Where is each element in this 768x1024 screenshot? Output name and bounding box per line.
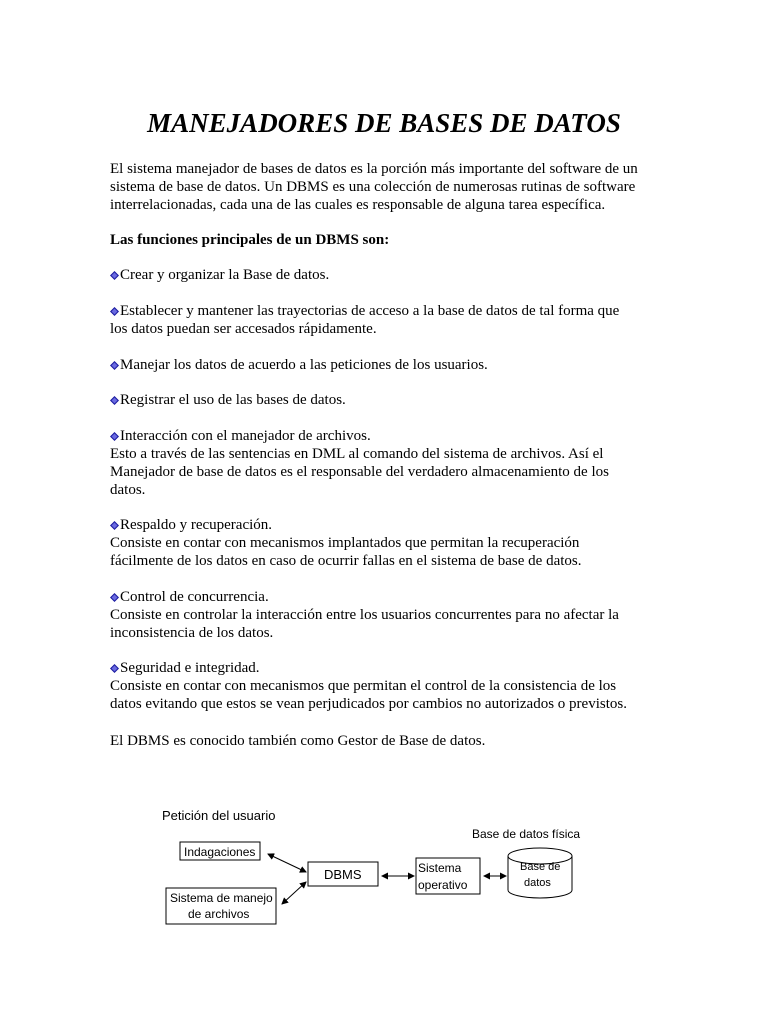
function-line: datos.	[110, 482, 146, 498]
closing-paragraph: El DBMS es conocido también como Gestor de Base de datos.	[110, 733, 486, 749]
diamond-bullet-icon	[110, 307, 119, 316]
dbms-box-label: DBMS	[324, 867, 362, 882]
function-line: los datos puedan ser accesados rápidamente.	[110, 321, 377, 337]
db-cylinder-label: datos	[524, 877, 551, 889]
function-line: fácilmente de los datos en caso de ocurrir fallas en el sistema de base de datos.	[110, 553, 582, 569]
function-line: Crear y organizar la Base de datos.	[120, 267, 330, 283]
function-line: Consiste en contar con mecanismos que permitan el control de la consistencia de los	[110, 678, 617, 694]
diamond-bullet-icon	[110, 664, 119, 673]
queries-box-label: Indagaciones	[184, 845, 256, 859]
function-line: Consiste en controlar la interacción entre los usuarios concurrentes para no afectar la	[110, 607, 619, 623]
function-item	[110, 391, 670, 409]
function-line: Manejar los datos de acuerdo a las peticiones de los usuarios.	[120, 357, 488, 373]
diamond-bullet-icon	[110, 593, 119, 602]
dbms-diagram-svg	[150, 800, 590, 940]
diamond-bullet-icon	[110, 432, 119, 441]
diamond-bullet-icon	[110, 271, 119, 280]
function-item	[110, 302, 670, 338]
function-item	[110, 356, 670, 374]
function-item	[110, 266, 670, 284]
page-title: MANEJADORES DE BASES DE DATOS	[147, 108, 621, 138]
intro-paragraph	[110, 160, 670, 214]
function-line: Establecer y mantener las trayectorias de acceso a la base de datos de tal forma que	[120, 303, 620, 319]
diamond-bullet-icon	[110, 521, 119, 530]
intro-line: El sistema manejador de bases de datos es la porción más importante del software de un	[110, 161, 638, 177]
user-request-label: Petición del usuario	[162, 808, 276, 823]
dbms-diagram	[150, 800, 590, 940]
functions-heading: Las funciones principales de un DBMS son:	[110, 232, 390, 248]
database-cylinder-icon	[508, 848, 572, 898]
diamond-bullet-icon	[110, 396, 119, 405]
function-line: Interacción con el manejador de archivos.	[120, 428, 371, 444]
function-item	[110, 588, 670, 642]
function-line: Control de concurrencia.	[120, 589, 269, 605]
file-system-box-label: Sistema de manejo	[170, 891, 273, 905]
function-line: Respaldo y recuperación.	[120, 517, 273, 533]
function-line: Manejador de base de datos es el responsable del verdadero almacenamiento de los	[110, 464, 609, 480]
diamond-bullet-icon	[110, 361, 119, 370]
function-line: Seguridad e integridad.	[120, 660, 260, 676]
queries-dbms-arrow	[268, 854, 306, 872]
function-line: Registrar el uso de las bases de datos.	[120, 392, 346, 408]
os-box-label: Sistema	[418, 861, 462, 875]
physical-db-label: Base de datos física	[472, 827, 581, 841]
intro-line: sistema de base de datos. Un DBMS es una colección de numerosas rutinas de software	[110, 179, 636, 195]
filesystem-dbms-arrow	[282, 882, 306, 904]
function-line: Esto a través de las sentencias en DML al comando del sistema de archivos. Así el	[110, 446, 604, 462]
function-item	[110, 659, 670, 713]
function-line: datos evitando que estos se vean perjudicados por cambios no autorizados o previstos.	[110, 696, 627, 712]
function-line: Consiste en contar con mecanismos implantados que permitan la recuperación	[110, 535, 580, 551]
function-item	[110, 516, 670, 570]
os-box-label: operativo	[418, 878, 468, 892]
function-line: inconsistencia de los datos.	[110, 625, 274, 641]
db-cylinder-label: Base de	[520, 861, 561, 873]
intro-line: interrelacionadas, cada una de las cuales es responsable de alguna tarea específica.	[110, 197, 606, 213]
function-item	[110, 427, 670, 499]
file-system-box-label: de archivos	[188, 907, 250, 921]
